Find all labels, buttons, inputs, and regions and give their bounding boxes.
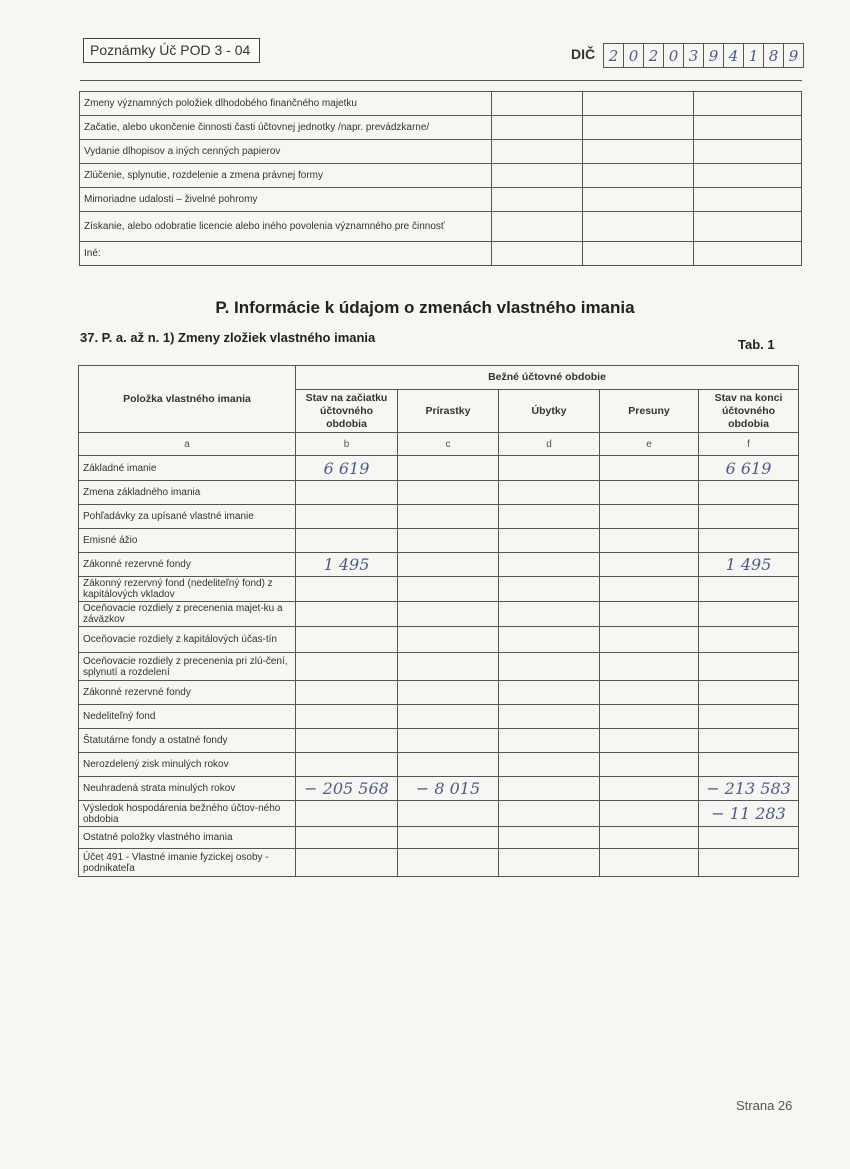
table-row	[79, 602, 799, 627]
section-subtitle: 37. P. a. až n. 1) Zmeny zložiek vlastného imania	[80, 330, 376, 345]
row-label: Účet 491 - Vlastné imanie fyzickej osoby - podnikateľa	[79, 849, 296, 877]
value-cell-f: 6 619	[699, 456, 799, 481]
value-cell-f	[699, 627, 799, 653]
value-cell-d	[499, 729, 600, 753]
row-label: Emisné ážio	[79, 529, 296, 553]
value-cell-b	[296, 729, 398, 753]
value-cell-b	[296, 602, 398, 627]
value-cell-b: 1 495	[296, 553, 398, 577]
value-cell-c	[398, 753, 499, 777]
value-cell-c	[398, 653, 499, 681]
value-cell-e	[600, 705, 699, 729]
row-label: Výsledok hospodárenia bežného účtov-ného obdobia	[79, 801, 296, 827]
value-cell-b	[296, 505, 398, 529]
value-cell-c: − 8 015	[398, 777, 499, 801]
table-row	[79, 577, 799, 602]
value-cell-f: 1 495	[699, 553, 799, 577]
value-cell-f	[699, 849, 799, 877]
row-label: Ostatné položky vlastného imania	[79, 827, 296, 849]
value-cell-b: − 205 568	[296, 777, 398, 801]
col-letter: e	[600, 433, 699, 456]
col-letter: b	[296, 433, 398, 456]
value-cell-c	[398, 681, 499, 705]
value-cell-d	[499, 602, 600, 627]
value-cell-c	[398, 849, 499, 877]
value-cell-b	[296, 827, 398, 849]
dic-digit: 2	[643, 43, 664, 68]
table-row	[79, 753, 799, 777]
value-cell-c	[398, 553, 499, 577]
value-cell-f	[699, 705, 799, 729]
value-cell-d	[499, 627, 600, 653]
table-row	[80, 242, 802, 266]
letter-row	[79, 433, 799, 456]
event-label: Získanie, alebo odobratie licencie alebo iného povolenia významného pre činnosť	[80, 212, 492, 242]
value-cell-f	[699, 577, 799, 602]
dic-digit: 9	[783, 43, 804, 68]
value-cell-c	[398, 705, 499, 729]
col-d-header: Úbytky	[499, 390, 600, 433]
section-title: P. Informácie k údajom o zmenách vlastného imania	[215, 298, 635, 317]
table-row	[80, 212, 802, 242]
value-cell-d	[499, 705, 600, 729]
row-label: Neuhradená strata minulých rokov	[79, 777, 296, 801]
event-label: Vydanie dlhopisov a iných cenných papierov	[80, 140, 492, 164]
event-label: Mimoriadne udalosti – živelné pohromy	[80, 188, 492, 212]
table-row	[79, 681, 799, 705]
value-cell-e	[600, 529, 699, 553]
value-cell-e	[600, 753, 699, 777]
value-cell-d	[499, 456, 600, 481]
table-row	[80, 140, 802, 164]
table-row	[79, 705, 799, 729]
value-cell-e	[600, 681, 699, 705]
value-cell-e	[600, 481, 699, 505]
value-cell-b	[296, 753, 398, 777]
event-label: Iné:	[80, 242, 492, 266]
form-label: Poznámky Úč POD 3 - 04	[83, 38, 260, 63]
dic-digit: 1	[743, 43, 764, 68]
value-cell-e	[600, 505, 699, 529]
value-cell-f	[699, 753, 799, 777]
row-label: Základné imanie	[79, 456, 296, 481]
table-row	[79, 553, 799, 577]
value-cell-b	[296, 529, 398, 553]
value-cell-d	[499, 801, 600, 827]
table-row	[80, 164, 802, 188]
dic-digit: 8	[763, 43, 784, 68]
row-label: Štatutárne fondy a ostatné fondy	[79, 729, 296, 753]
value-cell-c	[398, 801, 499, 827]
table-row	[79, 849, 799, 877]
value-cell-c	[398, 481, 499, 505]
col-letter: f	[699, 433, 799, 456]
period-header: Bežné účtovné obdobie	[296, 366, 799, 390]
value-cell-e	[600, 827, 699, 849]
col-letter: d	[499, 433, 600, 456]
value-cell-f	[699, 729, 799, 753]
dic-digit: 4	[723, 43, 744, 68]
table-row	[80, 116, 802, 140]
col-letter: c	[398, 433, 499, 456]
value-cell-f	[699, 529, 799, 553]
value-cell-d	[499, 553, 600, 577]
value-cell-e	[600, 456, 699, 481]
value-cell-d	[499, 753, 600, 777]
value-cell-e	[600, 729, 699, 753]
value-cell-b	[296, 481, 398, 505]
value-cell-c	[398, 529, 499, 553]
col-c-header: Prírastky	[398, 390, 499, 433]
value-cell-d	[499, 481, 600, 505]
value-cell-e	[600, 653, 699, 681]
value-cell-b	[296, 849, 398, 877]
value-cell-b	[296, 681, 398, 705]
table-label: Tab. 1	[738, 337, 775, 352]
value-cell-f	[699, 681, 799, 705]
value-cell-d	[499, 577, 600, 602]
table-row	[79, 481, 799, 505]
value-cell-e	[600, 777, 699, 801]
dic-digit: 2	[603, 43, 624, 68]
row-label: Nerozdelený zisk minulých rokov	[79, 753, 296, 777]
value-cell-d	[499, 849, 600, 877]
page-number: Strana 26	[736, 1098, 793, 1113]
table-row	[80, 92, 802, 116]
value-cell-c	[398, 827, 499, 849]
table-row	[79, 801, 799, 827]
col-f-header: Stav na konci účtovného obdobia	[699, 390, 799, 433]
event-label: Zlúčenie, splynutie, rozdelenie a zmena právnej formy	[80, 164, 492, 188]
event-label: Začatie, alebo ukončenie činnosti časti účtovnej jednotky /napr. prevádzkarne/	[80, 116, 492, 140]
row-label: Zákonný rezervný fond (nedeliteľný fond) z kapitálových vkladov	[79, 577, 296, 602]
value-cell-d	[499, 827, 600, 849]
header-divider	[80, 80, 802, 81]
table-row	[79, 529, 799, 553]
value-cell-f	[699, 505, 799, 529]
value-cell-b	[296, 653, 398, 681]
value-cell-c	[398, 505, 499, 529]
dic-digit: 9	[703, 43, 724, 68]
value-cell-c	[398, 577, 499, 602]
value-cell-e	[600, 577, 699, 602]
value-cell-e	[600, 553, 699, 577]
value-cell-d	[499, 681, 600, 705]
value-cell-c	[398, 729, 499, 753]
table-row	[79, 653, 799, 681]
table-row	[79, 505, 799, 529]
value-cell-f	[699, 602, 799, 627]
row-label: Nedeliteľný fond	[79, 705, 296, 729]
value-cell-b	[296, 705, 398, 729]
value-cell-b: 6 619	[296, 456, 398, 481]
table-row	[79, 456, 799, 481]
table-row	[79, 729, 799, 753]
value-cell-e	[600, 801, 699, 827]
value-cell-d	[499, 505, 600, 529]
table-row	[80, 188, 802, 212]
value-cell-e	[600, 602, 699, 627]
table-row	[79, 777, 799, 801]
col-item-header: Položka vlastného imania	[79, 366, 296, 433]
event-label: Zmeny významných položiek dlhodobého finančného majetku	[80, 92, 492, 116]
row-label: Zákonné rezervné fondy	[79, 553, 296, 577]
value-cell-f: − 213 583	[699, 777, 799, 801]
value-cell-e	[600, 849, 699, 877]
col-e-header: Presuny	[600, 390, 699, 433]
row-label: Oceňovacie rozdiely z precenenia pri zlú-čení, splynutí a rozdelení	[79, 653, 296, 681]
dic-digit: 3	[683, 43, 704, 68]
value-cell-c	[398, 627, 499, 653]
dic-number	[604, 43, 804, 68]
row-label: Zmena základného imania	[79, 481, 296, 505]
row-label: Zákonné rezervné fondy	[79, 681, 296, 705]
table-row	[79, 827, 799, 849]
col-letter: a	[79, 433, 296, 456]
value-cell-f	[699, 481, 799, 505]
dic-digit: 0	[623, 43, 644, 68]
value-cell-b	[296, 801, 398, 827]
value-cell-d	[499, 777, 600, 801]
value-cell-d	[499, 653, 600, 681]
value-cell-b	[296, 577, 398, 602]
table-row	[79, 627, 799, 653]
equity-table	[78, 365, 799, 877]
events-table	[79, 91, 802, 266]
col-b-header: Stav na začiatku účtovného obdobia	[296, 390, 398, 433]
value-cell-b	[296, 627, 398, 653]
value-cell-c	[398, 602, 499, 627]
value-cell-f	[699, 827, 799, 849]
value-cell-e	[600, 627, 699, 653]
row-label: Pohľadávky za upísané vlastné imanie	[79, 505, 296, 529]
row-label: Oceňovacie rozdiely z kapitálových účas-tín	[79, 627, 296, 653]
value-cell-d	[499, 529, 600, 553]
dic-digit: 0	[663, 43, 684, 68]
dic-label: DIČ	[571, 46, 596, 62]
value-cell-f: − 11 283	[699, 801, 799, 827]
value-cell-c	[398, 456, 499, 481]
row-label: Oceňovacie rozdiely z precenenia majet-ku a záväzkov	[79, 602, 296, 627]
value-cell-f	[699, 653, 799, 681]
